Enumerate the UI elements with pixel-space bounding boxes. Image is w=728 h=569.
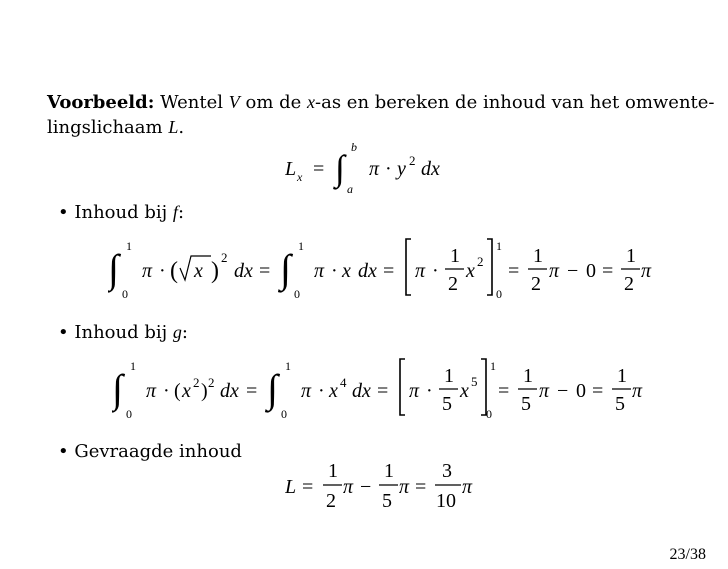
svg-text:∫: ∫ — [335, 148, 345, 188]
formula-volume-f — [108, 232, 668, 304]
svg-text:π: π — [146, 380, 157, 402]
svg-text:2: 2 — [221, 250, 228, 265]
svg-text:2: 2 — [531, 273, 541, 295]
svg-text:1: 1 — [328, 460, 338, 482]
svg-text:x: x — [342, 260, 351, 282]
svg-text:(: ( — [170, 258, 178, 284]
svg-text:2: 2 — [477, 254, 484, 269]
svg-text:π: π — [369, 158, 380, 180]
svg-text:=: = — [508, 260, 520, 282]
svg-text:·: · — [331, 260, 338, 282]
svg-text:∫: ∫ — [267, 366, 278, 411]
svg-text:2: 2 — [193, 375, 200, 390]
svg-text:∫: ∫ — [108, 246, 119, 291]
svg-text:π: π — [462, 476, 473, 498]
svg-text:π: π — [641, 260, 652, 282]
svg-text:1: 1 — [444, 365, 454, 387]
svg-text:0: 0 — [586, 260, 596, 282]
svg-text:−: − — [360, 476, 372, 498]
svg-text:π: π — [142, 260, 153, 282]
svg-text:x: x — [460, 380, 469, 402]
svg-text:dx: dx — [358, 260, 377, 282]
svg-text:x: x — [466, 260, 475, 282]
svg-text:1: 1 — [130, 359, 136, 373]
svg-text:=: = — [383, 260, 395, 282]
svg-text:): ) — [211, 258, 219, 284]
svg-text:1: 1 — [496, 239, 502, 253]
svg-text:10: 10 — [436, 490, 456, 512]
svg-text:π: π — [409, 380, 420, 402]
svg-text:a: a — [347, 182, 353, 196]
svg-text:=: = — [313, 158, 325, 180]
svg-text:0: 0 — [126, 407, 132, 421]
svg-text:y: y — [397, 158, 406, 180]
svg-text:−: − — [557, 380, 569, 402]
bullet-dot: • — [58, 441, 69, 462]
svg-text:1: 1 — [384, 460, 394, 482]
svg-text:π: π — [415, 260, 426, 282]
svg-text:π: π — [314, 260, 325, 282]
svg-text:π: π — [399, 476, 410, 498]
svg-text:4: 4 — [340, 375, 347, 390]
svg-text:=: = — [302, 476, 314, 498]
svg-text:=: = — [498, 380, 510, 402]
svg-text:2: 2 — [208, 375, 215, 390]
svg-text:1: 1 — [617, 365, 627, 387]
svg-text:·: · — [385, 158, 392, 180]
svg-text:=: = — [246, 380, 258, 402]
svg-text:5: 5 — [382, 490, 392, 512]
svg-text:0: 0 — [576, 380, 586, 402]
svg-text:π: π — [539, 380, 550, 402]
svg-text:1: 1 — [298, 239, 304, 253]
svg-text:dx: dx — [220, 380, 239, 402]
svg-text:π: π — [301, 380, 312, 402]
svg-text:5: 5 — [442, 393, 452, 415]
svg-text:·: · — [432, 260, 439, 282]
svg-text:1: 1 — [285, 359, 291, 373]
svg-text:L: L — [285, 476, 297, 498]
bullet-item-total: • Gevraagde inhoud — [58, 441, 242, 462]
svg-text:5: 5 — [615, 393, 625, 415]
svg-text:5: 5 — [471, 374, 478, 389]
formula-volume-definition — [285, 135, 455, 200]
intro-line-1: Voorbeeld: Wentel V om de x-as en bereken de inhoud van het omwente- — [47, 92, 715, 113]
svg-text:0: 0 — [281, 407, 287, 421]
svg-text:=: = — [377, 380, 389, 402]
svg-text:1: 1 — [490, 359, 496, 373]
svg-text:0: 0 — [294, 287, 300, 301]
svg-text:∫: ∫ — [112, 366, 123, 411]
svg-text:·: · — [318, 380, 325, 402]
svg-text:=: = — [259, 260, 271, 282]
svg-text:1: 1 — [523, 365, 533, 387]
svg-text:3: 3 — [442, 460, 452, 482]
svg-text:=: = — [415, 476, 427, 498]
svg-text:=: = — [602, 260, 614, 282]
bullet-item-f: • Inhoud bij f: — [58, 202, 185, 223]
svg-text:·: · — [159, 260, 166, 282]
svg-text:·: · — [163, 380, 170, 402]
svg-text:x: x — [194, 260, 203, 282]
svg-text:−: − — [567, 260, 579, 282]
bullet-item-g: • Inhoud bij g: — [58, 322, 188, 343]
svg-text:∫: ∫ — [280, 246, 291, 291]
svg-text:1: 1 — [626, 245, 636, 267]
intro-paragraph — [47, 90, 715, 140]
svg-text:π: π — [632, 380, 643, 402]
svg-text:): ) — [201, 380, 208, 402]
svg-text:x: x — [297, 170, 303, 184]
formula-volume-g — [112, 352, 672, 424]
formula-total-volume — [285, 455, 485, 515]
svg-text:dx: dx — [352, 380, 371, 402]
svg-text:x: x — [182, 380, 191, 402]
svg-text:x: x — [329, 380, 338, 402]
svg-text:π: π — [343, 476, 354, 498]
intro-line-2: lingslichaam L. — [47, 117, 185, 138]
svg-text:2: 2 — [624, 273, 634, 295]
svg-text:1: 1 — [450, 245, 460, 267]
svg-text:2: 2 — [448, 273, 458, 295]
example-label: Voorbeeld: — [47, 92, 155, 113]
svg-text:0: 0 — [122, 287, 128, 301]
svg-text:0: 0 — [496, 287, 502, 301]
page-number: 23/38 — [669, 546, 706, 563]
svg-text:2: 2 — [409, 153, 416, 168]
svg-text:dx: dx — [234, 260, 253, 282]
svg-text:·: · — [426, 380, 433, 402]
svg-text:b: b — [351, 140, 357, 154]
svg-text:1: 1 — [126, 239, 132, 253]
svg-text:π: π — [549, 260, 560, 282]
bullet-dot: • — [58, 202, 69, 223]
svg-text:0: 0 — [486, 407, 492, 421]
svg-text:1: 1 — [533, 245, 543, 267]
svg-text:5: 5 — [521, 393, 531, 415]
svg-text:L: L — [285, 158, 297, 180]
svg-text:2: 2 — [326, 490, 336, 512]
svg-text:dx: dx — [421, 158, 440, 180]
svg-text:=: = — [592, 380, 604, 402]
bullet-dot: • — [58, 322, 69, 343]
svg-text:(: ( — [174, 380, 181, 402]
